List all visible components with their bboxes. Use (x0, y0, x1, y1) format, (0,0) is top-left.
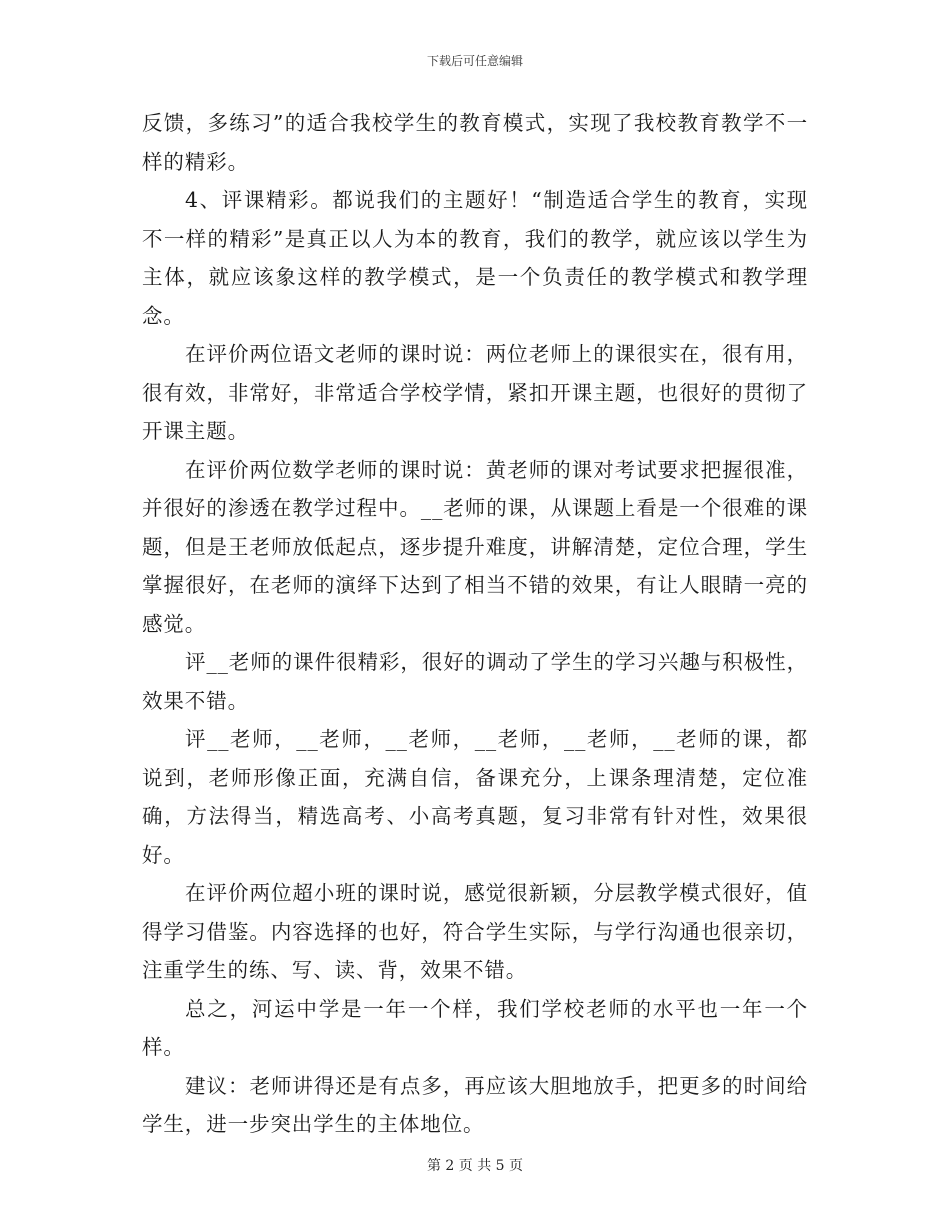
paragraph-4: 在评价两位数学老师的课时说：黄老师的课对考试要求把握很准，并很好的渗透在教学过程中。__老师的课，从课题上看是一个很难的课题，但是王老师放低起点，逐步提升难度，讲解清楚，定位合理，学生掌握很好，在老师的演绎下达到了相当不错的效果，有让人眼睛一亮的感觉。 (142, 457, 808, 636)
page-header: 下载后可任意编辑 (426, 54, 523, 68)
paragraph-8: 总之，河运中学是一年一个样，我们学校老师的水平也一年一个样。 (142, 996, 808, 1059)
page-footer: 第 2 页 共 5 页 (426, 1158, 524, 1174)
paragraph-7: 在评价两位超小班的课时说，感觉很新颖，分层教学模式很好，值得学习借鉴。内容选择的也好，符合学生实际，与学行沟通也很亲切，注重学生的练、写、读、背，效果不错。 (142, 881, 808, 982)
paragraph-2: 4、评课精彩。都说我们的主题好！“制造适合学生的教育，实现不一样的精彩”是真正以人为本的教育，我们的教学，就应该以学生为主体，就应该象这样的教学模式，是一个负责任的教学模式和教学理念。 (142, 188, 808, 328)
paragraph-1: 反馈，多练习”的适合我校学生的教育模式，实现了我校教育教学不一样的精彩。 (142, 111, 808, 174)
paragraph-6: 评__老师，__老师，__老师，__老师，__老师，__老师的课，都说到，老师形像正面，充满自信，备课充分，上课条理清楚，定位准确，方法得当，精选高考、小高考真题，复习非常有针对性，效果很好。 (142, 727, 808, 867)
paragraph-9: 建议：老师讲得还是有点多，再应该大胆地放手，把更多的时间给学生，进一步突出学生的主体地位。 (142, 1073, 808, 1136)
document-body (142, 104, 808, 1144)
paragraph-3: 在评价两位语文老师的课时说：两位老师上的课很实在，很有用，很有效，非常好，非常适合学校学情，紧扣开课主题，也很好的贯彻了开课主题。 (142, 342, 808, 443)
paragraph-5: 评__老师的课件很精彩，很好的调动了学生的学习兴趣与积极性，效果不错。 (142, 650, 808, 713)
